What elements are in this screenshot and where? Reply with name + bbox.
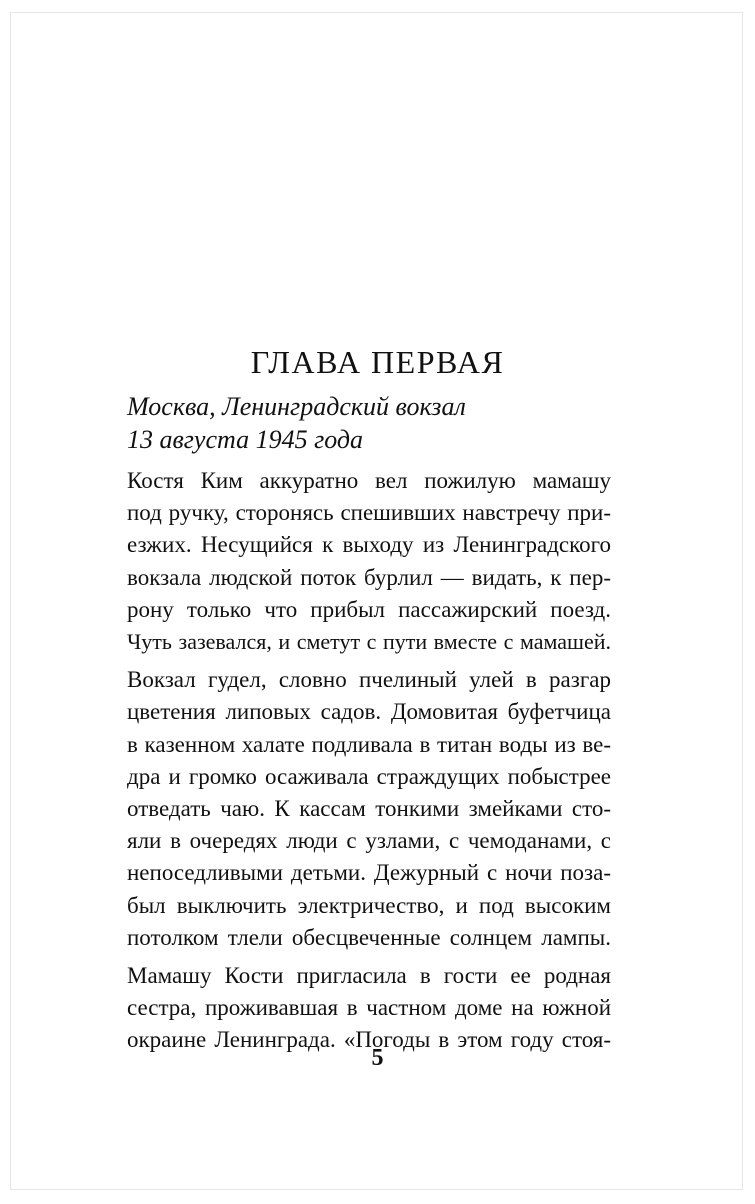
text-line: Вокзал гудел, словно пчелиный улей в разгар xyxy=(127,667,611,693)
page-number: 5 xyxy=(371,1045,384,1071)
paragraph xyxy=(127,664,611,954)
text-line: дра и громко осаживала страждущих побыстрее xyxy=(127,763,611,789)
chapter-subtitle xyxy=(127,390,466,456)
text-line: яли в очередях люди с узлами, с чемоданами, с xyxy=(127,828,611,854)
text-line: в казенном халате подливала в титан воды из ве- xyxy=(127,731,611,757)
text-line: цветения липовых садов. Домовитая буфетчица xyxy=(127,699,611,725)
subtitle-date: 13 августа 1945 года xyxy=(127,425,364,454)
text-line: окраине Ленинграда. «Погоды в этом году стоя- xyxy=(127,1027,611,1053)
body-text xyxy=(127,465,611,1057)
text-line: был выключить электричество, и под высоким xyxy=(127,892,611,918)
text-line: езжих. Несущийся к выходу из Ленинградского xyxy=(127,532,611,558)
text-line: рону только что прибыл пассажирский поезд. xyxy=(127,596,611,622)
text-line: Чуть зазевался, и сметут с пути вместе с мамашей. xyxy=(127,629,611,655)
paragraph xyxy=(127,465,611,658)
chapter-title: ГЛАВА ПЕРВАЯ xyxy=(250,344,505,380)
text-line: под ручку, сторонясь спешивших навстречу при- xyxy=(127,500,611,526)
text-line: Мамашу Кости пригласила в гости ее родная xyxy=(127,963,611,989)
text-line: отведать чаю. К кассам тонкими змейками сто- xyxy=(127,796,611,822)
text-line: непоседливыми детьми. Дежурный с ночи поза- xyxy=(127,860,611,886)
text-line: вокзала людской поток бурлил — видать, к пер- xyxy=(127,564,611,590)
subtitle-location: Москва, Ленинградский вокзал xyxy=(127,392,466,421)
text-line: Костя Ким аккуратно вел пожилую мамашу xyxy=(127,468,611,493)
text-line: потолком тлели обесцвеченные солнцем лампы. xyxy=(127,924,611,950)
text-line: сестра, проживавшая в частном доме на южной xyxy=(127,995,611,1021)
